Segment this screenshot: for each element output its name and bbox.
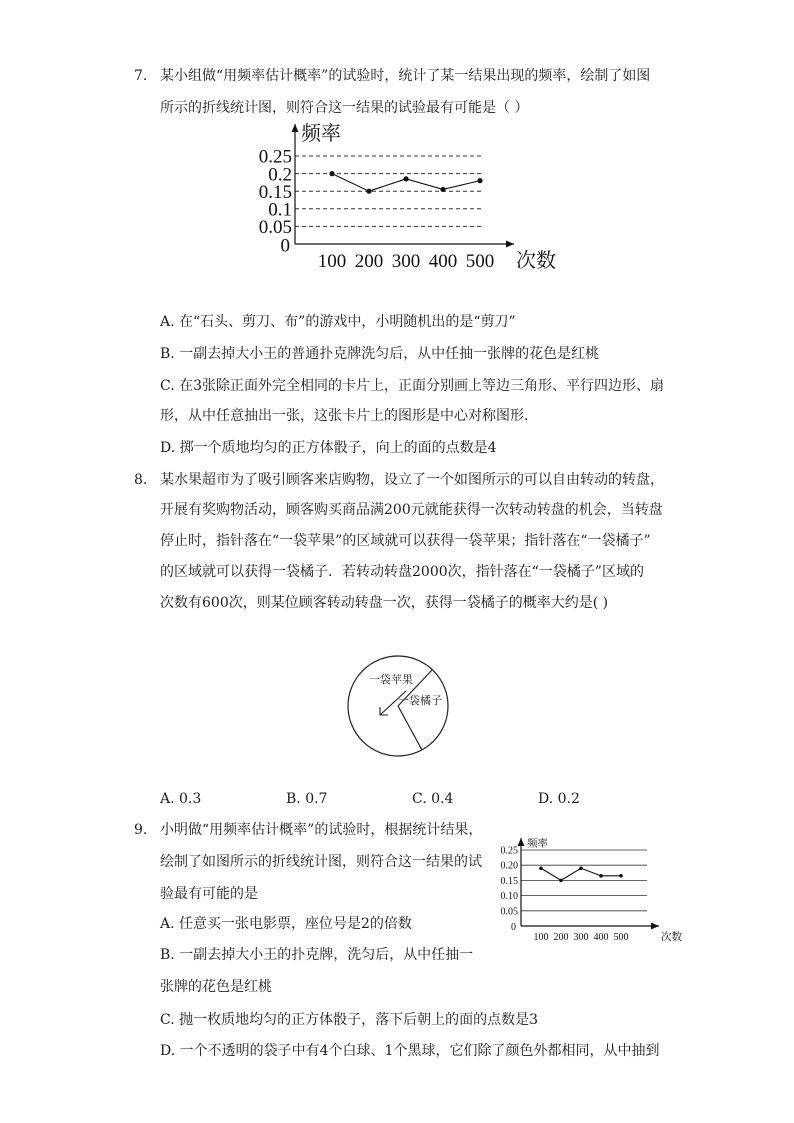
y-tick-label: 0.25 (258, 146, 292, 168)
q8-option-c[interactable]: C. 0.4 (412, 791, 454, 807)
x-axis-arrow (506, 241, 514, 248)
q7-option-c-line1[interactable]: C. 在3张除正面外完全相同的卡片上，正面分别画上等边三角形、平行四边形、扇 (160, 378, 665, 394)
q9-frequency-line-chart (478, 818, 682, 943)
q7-option-a[interactable]: A. 在“石头、剪刀、布”的游戏中，小明随机出的是“剪刀” (160, 314, 516, 330)
origin-label: 0 (280, 235, 290, 257)
q7-stem-line2: 所示的折线统计图，则符合这一结果的试验最有可能是（ ） (160, 100, 529, 116)
data-point (559, 879, 563, 883)
x-tick-label: 300 (573, 932, 589, 943)
y-axis-arrow (292, 124, 299, 132)
q9-number: 9. (134, 822, 148, 838)
data-point (599, 874, 603, 878)
q9-option-a[interactable]: A. 任意买一张电影票，座位号是2的倍数 (160, 916, 412, 932)
q8-stem-line2: 开展有奖购物活动，顾客购买商品满200元就能获得一次转动转盘的机会，当转盘 (160, 502, 663, 518)
q8-stem-line5: 次数有600次，则某位顾客转动转盘一次，获得一袋橘子的概率大约是( ) (160, 595, 609, 611)
data-point (619, 874, 623, 878)
x-tick-label: 300 (391, 251, 421, 272)
q9-option-c[interactable]: C. 抛一枚质地均匀的正方体骰子，落下后朝上的面的点数是3 (160, 1012, 539, 1028)
x-axis-label: 次数 (661, 931, 682, 943)
x-axis-label: 次数 (516, 248, 556, 272)
q8-stem-line4: 的区域就可以获得一袋橘子．若转动转盘2000次，指针落在“一袋橘子”区域的 (160, 564, 644, 580)
y-tick-label: 0.25 (500, 845, 518, 857)
x-tick-label: 200 (553, 932, 569, 943)
q8-number: 8. (134, 472, 148, 488)
q8-stem-line1: 某水果超市为了吸引顾客来店购物，设立了一个如图所示的可以自由转动的转盘， (160, 472, 664, 488)
data-point (440, 187, 445, 192)
q8-option-a[interactable]: A. 0.3 (160, 791, 202, 807)
q7-option-c-line2[interactable]: 形，从中任意抽出一张，这张卡片上的图形是中心对称图形． (160, 408, 538, 424)
x-tick-label: 100 (317, 251, 347, 272)
x-tick-label: 500 (465, 251, 495, 272)
q8-stem-line3: 停止时，指针落在“一袋苹果”的区域就可以获得一袋苹果；指针落在“一袋橘子” (160, 533, 651, 549)
x-tick-label: 400 (593, 932, 609, 943)
q9-option-b-line1[interactable]: B. 一副去掉大小王的扑克牌，洗匀后，从中任抽一 (160, 947, 474, 963)
data-point (329, 171, 334, 176)
spinner-label-apple: 一袋苹果 (369, 673, 413, 686)
data-point (539, 866, 543, 870)
data-point (579, 866, 583, 870)
x-tick-label: 100 (533, 932, 549, 943)
y-axis-arrow (518, 838, 525, 846)
x-tick-label: 500 (613, 932, 629, 943)
y-tick-label: 0.20 (500, 860, 518, 872)
y-axis-label: 频率 (301, 121, 341, 145)
q7-option-b[interactable]: B. 一副去掉大小王的普通扑克牌洗匀后，从中任抽一张牌的花色是红桃 (160, 346, 600, 362)
q8-option-d[interactable]: D. 0.2 (538, 791, 580, 807)
data-point (403, 176, 408, 181)
y-tick-label: 0.1 (268, 199, 292, 221)
x-tick-label: 200 (354, 251, 384, 272)
q9-stem-line3: 验最有可能的是 (160, 886, 258, 902)
y-tick-label: 0.2 (268, 164, 292, 186)
y-tick-label: 0.05 (258, 217, 292, 239)
spinner-divider-lower (398, 706, 422, 750)
q7-stem-line1: 某小组做“用频率估计概率”的试验时，统计了某一结果出现的频率，绘制了如图 (160, 68, 651, 84)
q8-spinner-diagram (340, 655, 460, 757)
q9-stem-line2: 绘制了如图所示的折线统计图，则符合这一结果的试 (160, 854, 482, 870)
y-axis-label: 频率 (527, 837, 548, 850)
q9-option-b-line2[interactable]: 张牌的花色是红桃 (160, 979, 272, 995)
x-tick-label: 400 (428, 251, 458, 272)
data-point (366, 189, 371, 194)
x-axis-arrow (651, 923, 659, 930)
data-point (477, 178, 482, 183)
y-tick-label: 0.15 (500, 875, 518, 887)
y-tick-label: 0.05 (500, 906, 518, 918)
series-line (332, 174, 480, 192)
q7-frequency-line-chart (250, 121, 556, 274)
q8-option-b[interactable]: B. 0.7 (286, 791, 328, 807)
spinner-label-orange: 一袋橘子 (398, 694, 442, 707)
y-tick-label: 0.15 (258, 181, 292, 203)
q9-stem-line1: 小明做“用频率估计概率”的试验时，根据统计结果， (160, 822, 483, 838)
origin-label: 0 (511, 922, 516, 933)
q9-option-d[interactable]: D. 一个不透明的袋子中有4个白球、1个黑球，它们除了颜色外都相同，从中抽到 (160, 1043, 660, 1059)
series-line (541, 868, 621, 880)
q7-number: 7. (134, 68, 148, 84)
y-tick-label: 0.10 (500, 891, 518, 903)
q7-option-d[interactable]: D. 掷一个质地均匀的正方体骰子，向上的面的点数是4 (160, 440, 497, 456)
